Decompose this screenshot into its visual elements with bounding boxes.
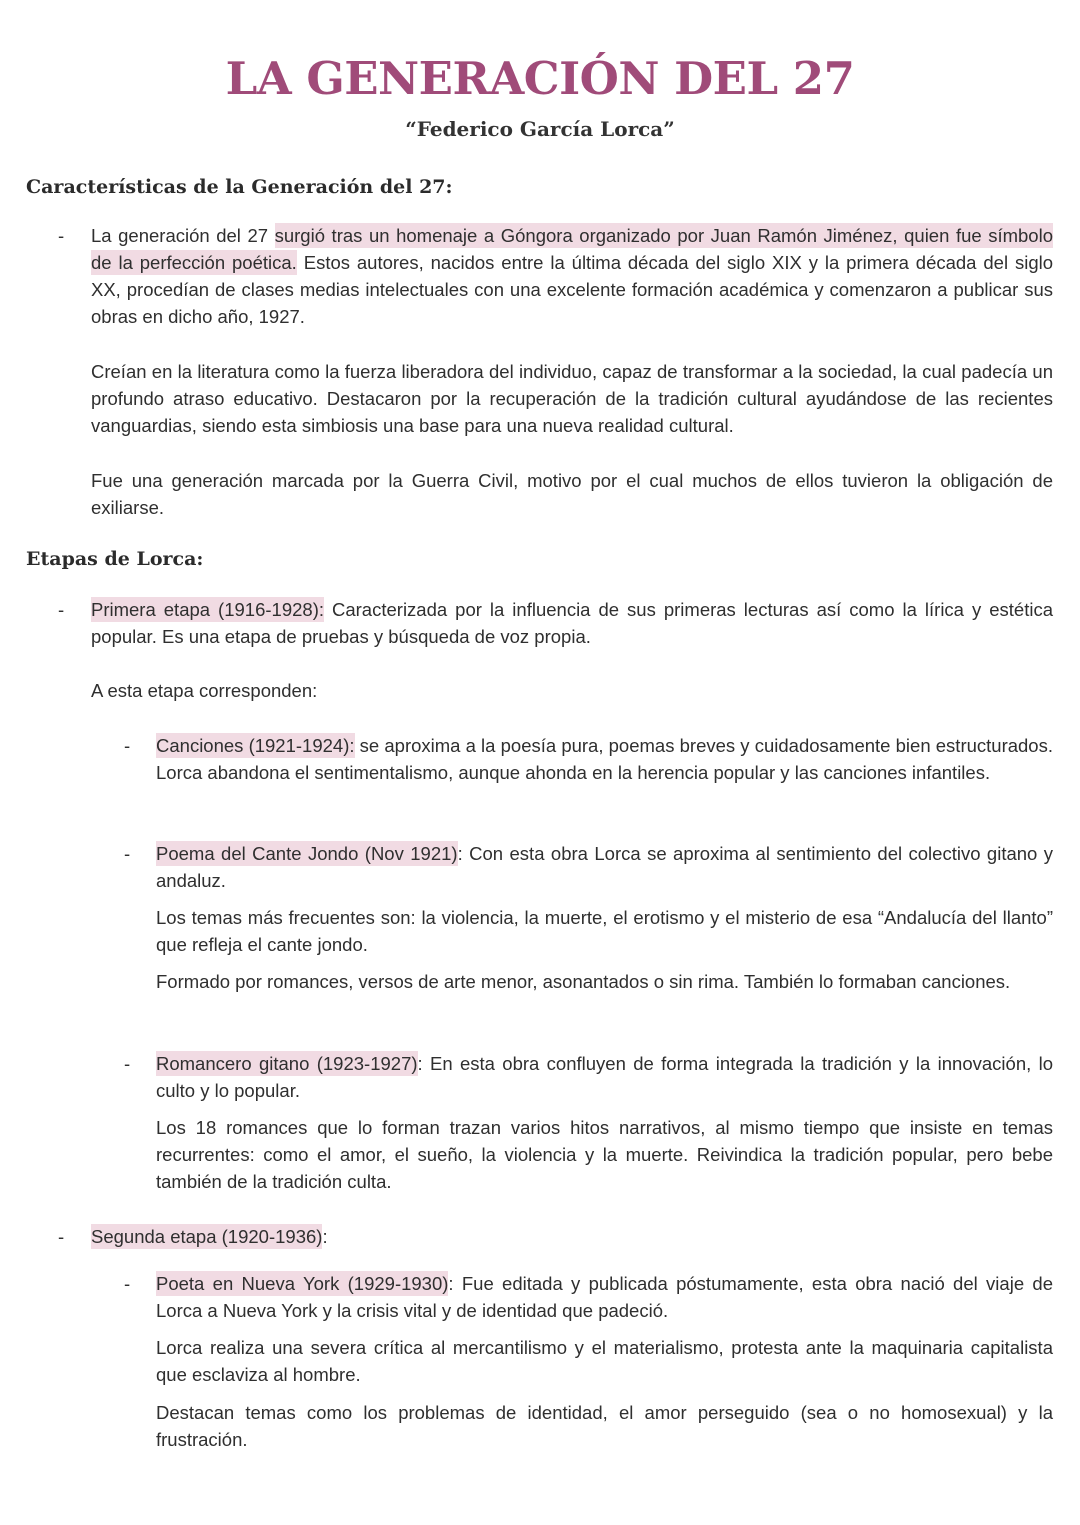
text-run: Estos autores, nacidos entre la última década del siglo XIX y la primera década del siglo XX, procedían de clases medias intelectuales con una excelente formación académica y comenzaron a publicar sus obras en dicho año, 1927. [91,252,1054,327]
page-title: LA GENERACIÓN DEL 27 [225,52,855,105]
text-run: : [322,1226,328,1247]
section-heading-etapas: Etapas de Lorca: [26,548,204,570]
paragraph-segunda-etapa [91,1223,1053,1250]
paragraph-corresponden: A esta etapa corresponden: [91,680,318,701]
work-nueva-york-temas: Destacan temas como los problemas de identidad, el amor perseguido (sea o no homosexual) y la frustración. [156,1402,1053,1450]
bullet-dash: - [58,1226,65,1247]
work-nueva-york-critica: Lorca realiza una severa crítica al mercantilismo y el materialismo, protesta ante la maquinaria capitalista que esclaviza al hombre. [156,1337,1053,1385]
bullet-dash: - [124,1273,131,1294]
text-run: : Con esta obra Lorca se aproxima al sentimiento del colectivo gitano y andaluz. [156,843,1054,891]
text-run: : Fue editada y publicada póstumamente, esta obra nació del viaje de Lorca a Nueva York y la crisis vital y de identidad que padeció. [156,1273,1053,1321]
paragraph-origen [91,222,1053,330]
work-romancero-romances: Los 18 romances que lo forman trazan varios hitos narrativos, al mismo tiempo que insiste en temas recurrentes: como el amor, el sueño, la violencia y la muerte. Reivindica la tradición popular, pero bebe también de la tradición culta. [156,1117,1053,1192]
highlight-primera-etapa: Primera etapa (1916-1928): [91,599,324,620]
text-run: Caracterizada por la influencia de sus primeras lecturas así como la lírica y estética popular. Es una etapa de pruebas y búsqueda de voz propia. [91,599,1053,647]
text-run: La generación del 27 [91,225,275,246]
work-cante-jondo [156,840,1053,894]
page-subtitle: “Federico García Lorca” [405,117,675,141]
highlight-poeta-nueva-york: Poeta en Nueva York (1929-1930) [156,1273,449,1294]
highlight-romancero-gitano: Romancero gitano (1923-1927) [156,1053,418,1074]
paragraph-primera-etapa [91,596,1053,650]
bullet-dash: - [124,1053,131,1074]
paragraph-literatura: Creían en la literatura como la fuerza liberadora del individuo, capaz de transformar a la sociedad, la cual padecía un profundo atraso educativo. Destacaron por la recuperación de la tradición cultural ayudándose de las recientes vanguardias, siendo esta simbiosis una base para una nueva realidad cultural. [91,361,1053,436]
bullet-dash: - [124,843,131,864]
highlight-gongora: surgió tras un homenaje a Góngora organizado por Juan Ramón Jiménez, quien fue símbolo de la perfección poética. [91,225,1053,273]
section-heading-caracteristicas: Características de la Generación del 27: [26,176,453,198]
work-canciones [156,732,1053,786]
highlight-segunda-etapa: Segunda etapa (1920-1936) [91,1226,323,1247]
work-cante-jondo-temas: Los temas más frecuentes son: la violencia, la muerte, el erotismo y el misterio de esa “Andalucía del llanto” que refleja el cante jondo. [156,907,1053,955]
text-run: : En esta obra confluyen de forma integrada la tradición y la innovación, lo culto y lo popular. [156,1053,1053,1101]
work-romancero-gitano [156,1050,1053,1104]
bullet-dash: - [58,225,65,246]
work-poeta-nueva-york [156,1270,1053,1324]
highlight-cante-jondo: Poema del Cante Jondo (Nov 1921) [156,843,458,864]
highlight-canciones: Canciones (1921-1924): [156,735,355,756]
paragraph-guerra-civil: Fue una generación marcada por la Guerra Civil, motivo por el cual muchos de ellos tuvieron la obligación de exiliarse. [91,470,1053,518]
text-run: se aproxima a la poesía pura, poemas breves y cuidadosamente bien estructurados. Lorca abandona el sentimentalismo, aunque ahonda en la herencia popular y las canciones infantiles. [156,735,1053,783]
work-cante-jondo-forma: Formado por romances, versos de arte menor, asonantados o sin rima. También lo formaban canciones. [156,971,1011,992]
bullet-dash: - [124,735,131,756]
bullet-dash: - [58,599,65,620]
